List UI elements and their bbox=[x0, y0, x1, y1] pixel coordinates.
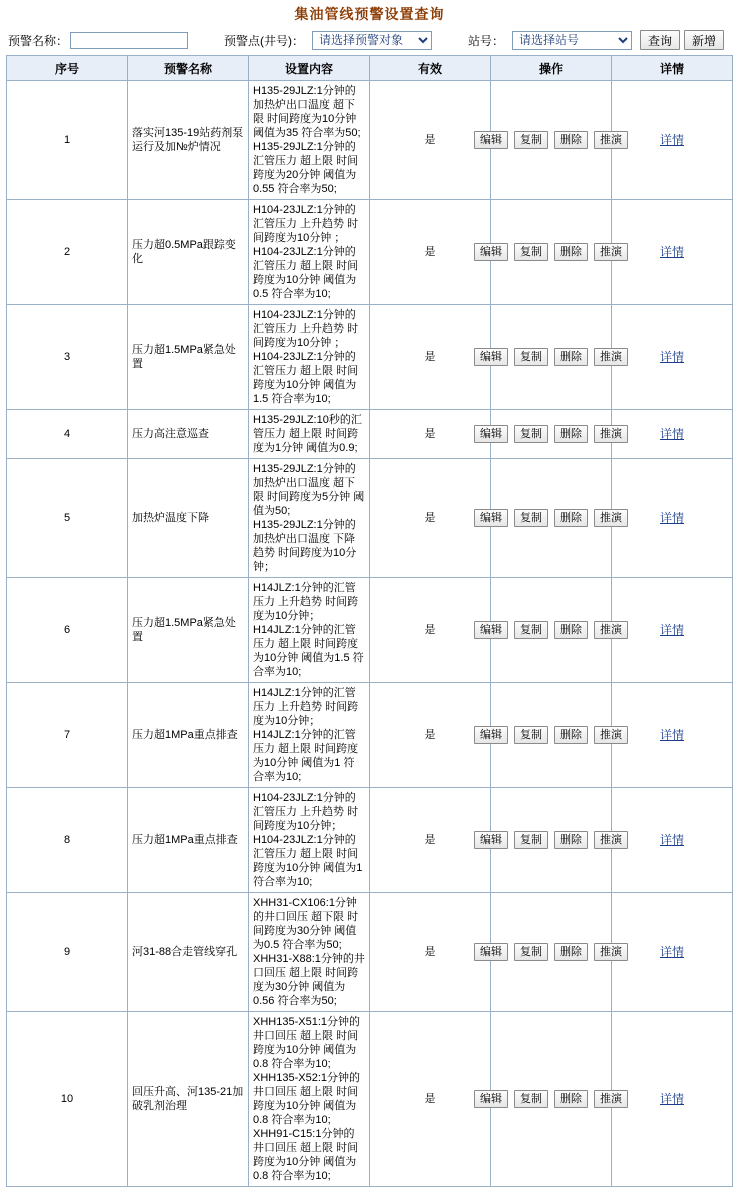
deduce-button[interactable]: 推演 bbox=[594, 621, 628, 639]
cell-index: 2 bbox=[7, 200, 128, 305]
cell-valid: 是 bbox=[370, 305, 491, 410]
cell-index: 6 bbox=[7, 578, 128, 683]
cell-operations bbox=[480, 788, 622, 893]
search-toolbar bbox=[0, 25, 739, 55]
station-select[interactable] bbox=[512, 31, 632, 50]
copy-button[interactable]: 复制 bbox=[514, 943, 548, 961]
edit-button[interactable]: 编辑 bbox=[474, 943, 508, 961]
cell-alarm-name: 回压升高、河135-21加破乳剂治理 bbox=[128, 1012, 249, 1187]
cell-settings-content bbox=[249, 81, 370, 200]
table-row bbox=[7, 81, 733, 200]
settings-content-line: XHH31-X88:1分钟的井口回压 超上限 时间跨度为30分钟 阈值为0.56 符合率为50; bbox=[253, 953, 365, 1007]
cell-alarm-name: 河31-88合走管线穿孔 bbox=[128, 893, 249, 1012]
cell-operations bbox=[480, 200, 622, 305]
detail-link[interactable]: 详情 bbox=[659, 244, 684, 259]
copy-button[interactable]: 复制 bbox=[514, 131, 548, 149]
edit-button[interactable]: 编辑 bbox=[474, 243, 508, 261]
cell-index: 8 bbox=[7, 788, 128, 893]
delete-button[interactable]: 删除 bbox=[554, 621, 588, 639]
delete-button[interactable]: 删除 bbox=[554, 831, 588, 849]
operations-group bbox=[480, 1090, 622, 1108]
operations-group bbox=[480, 943, 622, 961]
deduce-button[interactable]: 推演 bbox=[594, 831, 628, 849]
cell-detail bbox=[612, 893, 733, 1012]
cell-index: 10 bbox=[7, 1012, 128, 1187]
table-row bbox=[7, 459, 733, 578]
table-row bbox=[7, 200, 733, 305]
cell-settings-content bbox=[249, 459, 370, 578]
cell-detail bbox=[612, 305, 733, 410]
cell-settings-content bbox=[249, 788, 370, 893]
settings-content-line: H135-29JLZ:1分钟的加热炉出口温度 超下限 时间跨度为5分钟 阈值为50; bbox=[253, 463, 365, 517]
copy-button[interactable]: 复制 bbox=[514, 425, 548, 443]
column-header-valid: 有效 bbox=[370, 56, 491, 81]
cell-settings-content bbox=[249, 305, 370, 410]
table-row bbox=[7, 893, 733, 1012]
settings-content-line: H14JLZ:1分钟的汇管压力 上升趋势 时间跨度为10分钟； bbox=[253, 582, 359, 622]
settings-content-line: H14JLZ:1分钟的汇管压力 超上限 时间跨度为10分钟 阈值为1.5 符合率为10; bbox=[253, 624, 364, 678]
deduce-button[interactable]: 推演 bbox=[594, 131, 628, 149]
settings-content-line: H135-29JLZ:1分钟的加热炉出口温度 下降趋势 时间跨度为10分钟； bbox=[253, 519, 357, 573]
cell-alarm-name: 压力超1.5MPa紧急处置 bbox=[128, 305, 249, 410]
cell-alarm-name: 压力超1MPa重点排查 bbox=[128, 788, 249, 893]
alarm-point-label: 预警点(井号)： bbox=[224, 33, 305, 48]
edit-button[interactable]: 编辑 bbox=[474, 509, 508, 527]
column-header-index: 序号 bbox=[7, 56, 128, 81]
copy-button[interactable]: 复制 bbox=[514, 831, 548, 849]
cell-detail bbox=[612, 459, 733, 578]
cell-index: 7 bbox=[7, 683, 128, 788]
cell-index: 3 bbox=[7, 305, 128, 410]
settings-content-line: H104-23JLZ:1分钟的汇管压力 超上限 时间跨度为10分钟 阈值为1.5 符合率为10; bbox=[253, 351, 359, 405]
delete-button[interactable]: 删除 bbox=[554, 1090, 588, 1108]
cell-operations bbox=[480, 410, 622, 459]
settings-content-line: XHH135-X52:1分钟的井口回压 超上限 时间跨度为10分钟 阈值为0.8 符合率为10; bbox=[253, 1072, 360, 1126]
detail-link[interactable]: 详情 bbox=[659, 727, 684, 742]
cell-operations bbox=[480, 305, 622, 410]
cell-detail bbox=[612, 81, 733, 200]
alarm-name-input[interactable] bbox=[70, 32, 188, 49]
delete-button[interactable]: 删除 bbox=[554, 425, 588, 443]
operations-group bbox=[480, 831, 622, 849]
settings-content-line: H104-23JLZ:1分钟的汇管压力 上升趋势 时间跨度为10分钟； bbox=[253, 792, 359, 832]
deduce-button[interactable]: 推演 bbox=[594, 1090, 628, 1108]
column-header-detail: 详情 bbox=[612, 56, 733, 81]
cell-settings-content bbox=[249, 683, 370, 788]
add-button[interactable]: 新增 bbox=[684, 30, 724, 50]
cell-alarm-name: 压力超0.5MPa跟踪变化 bbox=[128, 200, 249, 305]
deduce-button[interactable]: 推演 bbox=[594, 243, 628, 261]
cell-alarm-name: 压力超1.5MPa紧急处置 bbox=[128, 578, 249, 683]
deduce-button[interactable]: 推演 bbox=[594, 348, 628, 366]
cell-operations bbox=[480, 81, 622, 200]
deduce-button[interactable]: 推演 bbox=[594, 943, 628, 961]
settings-content-line: XHH135-X51:1分钟的井口回压 超上限 时间跨度为10分钟 阈值为0.8 符合率为10; bbox=[253, 1016, 360, 1070]
cell-detail bbox=[612, 200, 733, 305]
delete-button[interactable]: 删除 bbox=[554, 509, 588, 527]
detail-link[interactable]: 详情 bbox=[659, 944, 684, 959]
edit-button[interactable]: 编辑 bbox=[474, 348, 508, 366]
cell-alarm-name: 落实河135-19站药剂泵运行及加№炉情况 bbox=[128, 81, 249, 200]
cell-detail bbox=[612, 788, 733, 893]
cell-valid: 是 bbox=[370, 459, 491, 578]
copy-button[interactable]: 复制 bbox=[514, 621, 548, 639]
copy-button[interactable]: 复制 bbox=[514, 509, 548, 527]
cell-valid: 是 bbox=[370, 200, 491, 305]
edit-button[interactable]: 编辑 bbox=[474, 621, 508, 639]
copy-button[interactable]: 复制 bbox=[514, 726, 548, 744]
table-header-row bbox=[7, 56, 733, 81]
table-row bbox=[7, 578, 733, 683]
table-row bbox=[7, 788, 733, 893]
settings-content-line: H14JLZ:1分钟的汇管压力 上升趋势 时间跨度为10分钟； bbox=[253, 687, 359, 727]
operations-group bbox=[480, 726, 622, 744]
column-header-operations: 操作 bbox=[491, 56, 612, 81]
cell-index: 1 bbox=[7, 81, 128, 200]
cell-detail bbox=[612, 683, 733, 788]
cell-alarm-name: 压力超1MPa重点排查 bbox=[128, 683, 249, 788]
settings-content-line: H14JLZ:1分钟的汇管压力 超上限 时间跨度为10分钟 阈值为1 符合率为10; bbox=[253, 729, 359, 783]
alarm-settings-table bbox=[6, 55, 733, 1187]
delete-button[interactable]: 删除 bbox=[554, 348, 588, 366]
operations-group bbox=[480, 348, 622, 366]
table-row bbox=[7, 1012, 733, 1187]
table-row bbox=[7, 410, 733, 459]
detail-link[interactable]: 详情 bbox=[659, 510, 684, 525]
delete-button[interactable]: 删除 bbox=[554, 131, 588, 149]
column-header-content: 设置内容 bbox=[249, 56, 370, 81]
operations-group bbox=[480, 131, 622, 149]
delete-button[interactable]: 删除 bbox=[554, 243, 588, 261]
cell-valid: 是 bbox=[370, 410, 491, 459]
detail-link[interactable]: 详情 bbox=[659, 832, 684, 847]
cell-valid: 是 bbox=[370, 1012, 491, 1187]
detail-link[interactable]: 详情 bbox=[659, 1091, 684, 1106]
detail-link[interactable]: 详情 bbox=[659, 349, 684, 364]
cell-valid: 是 bbox=[370, 578, 491, 683]
detail-link[interactable]: 详情 bbox=[659, 426, 684, 441]
cell-valid: 是 bbox=[370, 683, 491, 788]
cell-settings-content bbox=[249, 200, 370, 305]
page-title-text: 集油管线预警设置查询 bbox=[294, 6, 445, 22]
cell-settings-content bbox=[249, 410, 370, 459]
cell-detail bbox=[612, 1012, 733, 1187]
table-head bbox=[7, 56, 733, 81]
settings-content-line: XHH31-CX106:1分钟的井口回压 超下限 时间跨度为30分钟 阈值为0.5 符合率为50; bbox=[253, 897, 359, 951]
operations-group bbox=[480, 243, 622, 261]
cell-operations bbox=[480, 683, 622, 788]
edit-button[interactable]: 编辑 bbox=[474, 726, 508, 744]
cell-detail bbox=[612, 410, 733, 459]
cell-settings-content bbox=[249, 1012, 370, 1187]
cell-index: 9 bbox=[7, 893, 128, 1012]
page-title bbox=[0, 0, 739, 25]
edit-button[interactable]: 编辑 bbox=[474, 1090, 508, 1108]
cell-index: 5 bbox=[7, 459, 128, 578]
edit-button[interactable]: 编辑 bbox=[474, 425, 508, 443]
cell-operations bbox=[480, 459, 622, 578]
delete-button[interactable]: 删除 bbox=[554, 726, 588, 744]
cell-detail bbox=[612, 578, 733, 683]
settings-content-line: XHH91-C15:1分钟的井口回压 超上限 时间跨度为10分钟 阈值为0.8 符合率为10; bbox=[253, 1128, 359, 1182]
operations-group bbox=[480, 425, 622, 443]
table-row bbox=[7, 305, 733, 410]
copy-button[interactable]: 复制 bbox=[514, 1090, 548, 1108]
settings-content-line: H135-29JLZ:1分钟的加热炉出口温度 超下限 时间跨度为10分钟 阈值为35 符合率为50; bbox=[253, 85, 361, 139]
settings-content-line: H104-23JLZ:1分钟的汇管压力 超上限 时间跨度为10分钟 阈值为1 符合率为10; bbox=[253, 834, 363, 888]
detail-link[interactable]: 详情 bbox=[659, 132, 684, 147]
station-label: 站号： bbox=[468, 33, 505, 48]
table-row bbox=[7, 683, 733, 788]
deduce-button[interactable]: 推演 bbox=[594, 425, 628, 443]
settings-content-line: H135-29JLZ:10秒的汇管压力 超上限 时间跨度为1分钟 阈值为0.9; bbox=[253, 414, 362, 454]
settings-content-line: H135-29JLZ:1分钟的汇管压力 超上限 时间跨度为20分钟 阈值为0.55 符合率为50; bbox=[253, 141, 359, 195]
operations-group bbox=[480, 621, 622, 639]
results-table-wrapper bbox=[0, 55, 739, 1187]
copy-button[interactable]: 复制 bbox=[514, 348, 548, 366]
operations-group bbox=[480, 509, 622, 527]
copy-button[interactable]: 复制 bbox=[514, 243, 548, 261]
cell-settings-content bbox=[249, 893, 370, 1012]
settings-content-line: H104-23JLZ:1分钟的汇管压力 上升趋势 时间跨度为10分钟 ； bbox=[253, 309, 359, 349]
settings-content-line: H104-23JLZ:1分钟的汇管压力 上升趋势 时间跨度为10分钟 ； bbox=[253, 204, 359, 244]
edit-button[interactable]: 编辑 bbox=[474, 831, 508, 849]
cell-settings-content bbox=[249, 578, 370, 683]
cell-valid: 是 bbox=[370, 81, 491, 200]
cell-operations bbox=[480, 1012, 622, 1187]
query-button[interactable]: 查询 bbox=[640, 30, 680, 50]
cell-valid: 是 bbox=[370, 893, 491, 1012]
cell-operations bbox=[480, 578, 622, 683]
table-body bbox=[7, 81, 733, 1187]
settings-content-line: H104-23JLZ:1分钟的汇管压力 超上限 时间跨度为10分钟 阈值为0.5 符合率为10; bbox=[253, 246, 359, 300]
alarm-name-label: 预警名称： bbox=[8, 33, 69, 48]
detail-link[interactable]: 详情 bbox=[659, 622, 684, 637]
cell-operations bbox=[480, 893, 622, 1012]
alarm-point-select[interactable] bbox=[312, 31, 432, 50]
edit-button[interactable]: 编辑 bbox=[474, 131, 508, 149]
cell-alarm-name: 压力高注意巡查 bbox=[128, 410, 249, 459]
deduce-button[interactable]: 推演 bbox=[594, 726, 628, 744]
delete-button[interactable]: 删除 bbox=[554, 943, 588, 961]
cell-valid: 是 bbox=[370, 788, 491, 893]
cell-index: 4 bbox=[7, 410, 128, 459]
deduce-button[interactable]: 推演 bbox=[594, 509, 628, 527]
cell-alarm-name: 加热炉温度下降 bbox=[128, 459, 249, 578]
column-header-name: 预警名称 bbox=[128, 56, 249, 81]
